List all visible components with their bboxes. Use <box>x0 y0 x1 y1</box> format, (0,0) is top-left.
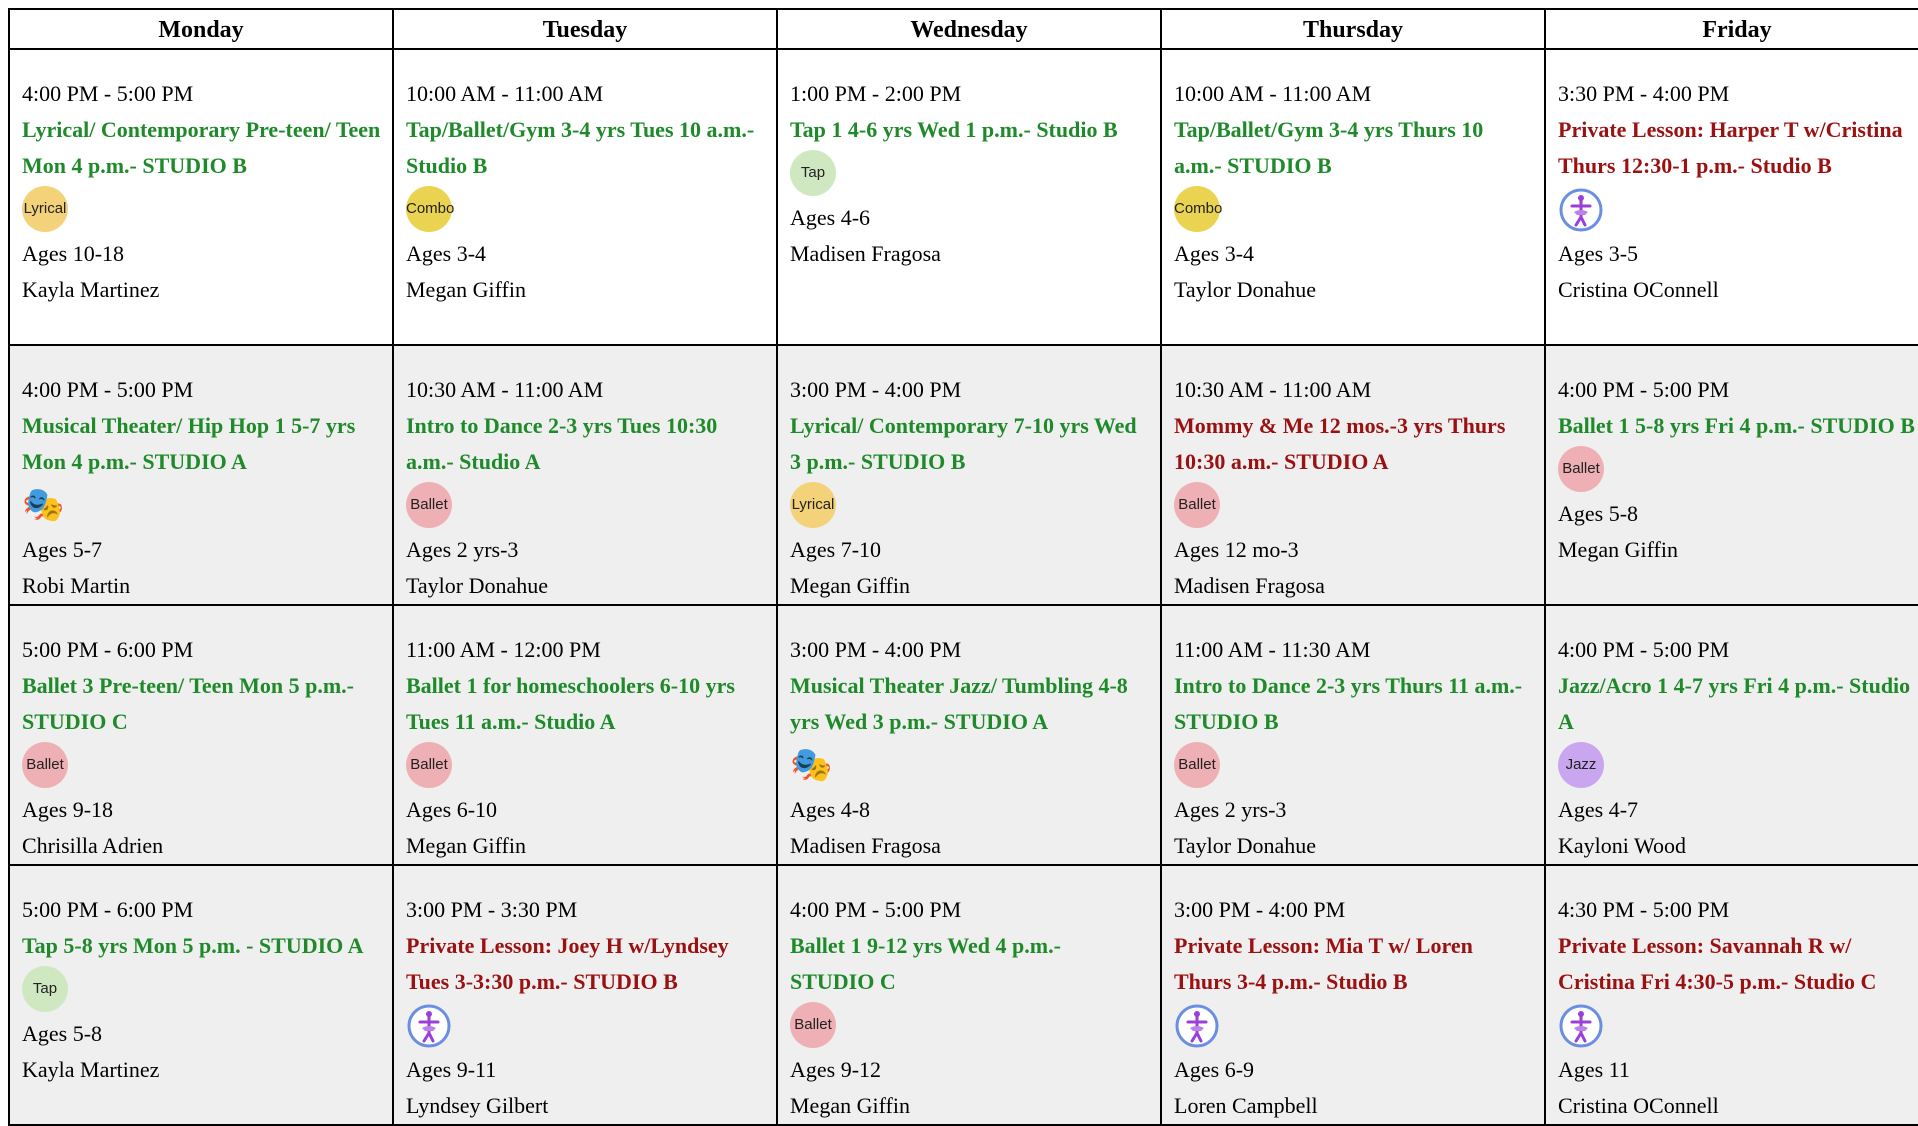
class-teacher: Megan Giffin <box>406 833 526 858</box>
class-time: 3:00 PM - 3:30 PM <box>406 897 578 922</box>
class-title[interactable]: Ballet 1 9-12 yrs Wed 4 p.m.- STUDIO C <box>790 933 1061 994</box>
style-badge: Combo <box>1174 186 1220 232</box>
class-teacher: Taylor Donahue <box>1174 277 1317 302</box>
style-badge: Tap <box>22 966 68 1012</box>
class-ages: Ages 5-7 <box>22 537 103 562</box>
class-ages: Ages 4-6 <box>790 205 871 230</box>
class-title[interactable]: Tap/Ballet/Gym 3-4 yrs Tues 10 a.m.- Studio B <box>406 117 755 178</box>
class-title[interactable]: Jazz/Acro 1 4-7 yrs Fri 4 p.m.- Studio A <box>1558 673 1911 734</box>
class-time: 11:00 AM - 12:00 PM <box>406 637 601 662</box>
class-cell[interactable] <box>778 50 1162 346</box>
class-ages: Ages 5-8 <box>1558 501 1639 526</box>
class-ages: Ages 9-11 <box>406 1057 497 1082</box>
class-cell[interactable] <box>778 346 1162 606</box>
class-time: 10:30 AM - 11:00 AM <box>406 377 604 402</box>
class-ages: Ages 11 <box>1558 1057 1630 1082</box>
day-header-wednesday: Wednesday <box>778 10 1162 50</box>
class-teacher: Madisen Fragosa <box>1174 573 1325 598</box>
theater-masks-icon: 🎭 <box>22 487 65 524</box>
class-teacher: Kayla Martinez <box>22 1057 160 1082</box>
style-badge: Ballet <box>1558 446 1604 492</box>
class-title[interactable]: Ballet 3 Pre-teen/ Teen Mon 5 p.m.- STUDIO C <box>22 673 354 734</box>
class-teacher: Megan Giffin <box>790 1093 910 1118</box>
style-badge: Lyrical <box>790 482 836 528</box>
class-teacher: Lyndsey Gilbert <box>406 1093 549 1118</box>
style-badge: Ballet <box>22 742 68 788</box>
class-cell[interactable] <box>778 866 1162 1126</box>
class-teacher: Megan Giffin <box>1558 537 1678 562</box>
class-title[interactable]: Musical Theater Jazz/ Tumbling 4-8 yrs Wed 3 p.m.- STUDIO A <box>790 673 1128 734</box>
class-title[interactable]: Tap/Ballet/Gym 3-4 yrs Thurs 10 a.m.- STUDIO B <box>1174 117 1484 178</box>
class-teacher: Loren Campbell <box>1174 1093 1318 1118</box>
class-ages: Ages 6-10 <box>406 797 498 822</box>
class-ages: Ages 4-8 <box>790 797 871 822</box>
class-title[interactable]: Mommy & Me 12 mos.-3 yrs Thurs 10:30 a.m.- STUDIO A <box>1174 413 1506 474</box>
class-time: 4:00 PM - 5:00 PM <box>22 377 194 402</box>
class-time: 1:00 PM - 2:00 PM <box>790 81 962 106</box>
class-title[interactable]: Ballet 1 for homeschoolers 6-10 yrs Tues 11 a.m.- Studio A <box>406 673 735 734</box>
ballerina-icon <box>1174 1003 1220 1049</box>
class-ages: Ages 5-8 <box>22 1021 103 1046</box>
class-time: 3:00 PM - 4:00 PM <box>1174 897 1346 922</box>
class-time: 3:00 PM - 4:00 PM <box>790 377 962 402</box>
style-badge: Lyrical <box>22 186 68 232</box>
class-ages: Ages 3-4 <box>1174 241 1255 266</box>
class-title[interactable]: Private Lesson: Joey H w/Lyndsey Tues 3-3:30 p.m.- STUDIO B <box>406 933 729 994</box>
class-title[interactable]: Musical Theater/ Hip Hop 1 5-7 yrs Mon 4 p.m.- STUDIO A <box>22 413 356 474</box>
style-badge: Ballet <box>790 1002 836 1048</box>
class-teacher: Cristina OConnell <box>1558 277 1719 302</box>
class-cell[interactable] <box>1546 346 1918 606</box>
class-time: 4:00 PM - 5:00 PM <box>22 81 194 106</box>
class-ages: Ages 7-10 <box>790 537 882 562</box>
class-title[interactable]: Private Lesson: Mia T w/ Loren Thurs 3-4 p.m.- Studio B <box>1174 933 1473 994</box>
class-teacher: Cristina OConnell <box>1558 1093 1719 1118</box>
class-cell[interactable] <box>394 606 778 866</box>
class-ages: Ages 2 yrs-3 <box>1174 797 1287 822</box>
day-header-monday: Monday <box>10 10 394 50</box>
style-badge: Ballet <box>1174 482 1220 528</box>
class-teacher: Madisen Fragosa <box>790 833 941 858</box>
class-cell[interactable] <box>1162 50 1546 346</box>
class-teacher: Kayla Martinez <box>22 277 160 302</box>
style-badge: Ballet <box>1174 742 1220 788</box>
class-teacher: Robi Martin <box>22 573 131 598</box>
class-title[interactable]: Tap 1 4-6 yrs Wed 1 p.m.- Studio B <box>790 117 1118 142</box>
class-cell[interactable] <box>10 866 394 1126</box>
class-cell[interactable] <box>394 346 778 606</box>
style-badge: Tap <box>790 150 836 196</box>
class-title[interactable]: Lyrical/ Contemporary 7-10 yrs Wed 3 p.m.- STUDIO B <box>790 413 1137 474</box>
class-time: 3:00 PM - 4:00 PM <box>790 637 962 662</box>
class-cell[interactable] <box>1546 50 1918 346</box>
day-header-friday: Friday <box>1546 10 1918 50</box>
style-badge: Ballet <box>406 742 452 788</box>
class-time: 4:00 PM - 5:00 PM <box>1558 377 1730 402</box>
class-title[interactable]: Tap 5-8 yrs Mon 5 p.m. - STUDIO A <box>22 933 364 958</box>
ballerina-icon <box>406 1003 452 1049</box>
class-cell[interactable] <box>1546 866 1918 1126</box>
class-ages: Ages 9-18 <box>22 797 114 822</box>
theater-masks-icon: 🎭 <box>790 747 833 784</box>
schedule-grid <box>8 8 1918 1126</box>
class-time: 10:30 AM - 11:00 AM <box>1174 377 1372 402</box>
class-time: 5:00 PM - 6:00 PM <box>22 637 194 662</box>
class-cell[interactable] <box>10 606 394 866</box>
class-cell[interactable] <box>394 866 778 1126</box>
class-title[interactable]: Ballet 1 5-8 yrs Fri 4 p.m.- STUDIO B <box>1558 413 1915 438</box>
class-title[interactable]: Private Lesson: Harper T w/Cristina Thurs 12:30-1 p.m.- Studio B <box>1558 117 1903 178</box>
class-ages: Ages 12 mo-3 <box>1174 537 1299 562</box>
class-cell[interactable] <box>1162 606 1546 866</box>
class-ages: Ages 2 yrs-3 <box>406 537 519 562</box>
class-teacher: Megan Giffin <box>406 277 526 302</box>
ballerina-icon <box>1558 1003 1604 1049</box>
class-time: 11:00 AM - 11:30 AM <box>1174 637 1371 662</box>
class-teacher: Megan Giffin <box>790 573 910 598</box>
class-teacher: Taylor Donahue <box>1174 833 1317 858</box>
class-title[interactable]: Lyrical/ Contemporary Pre-teen/ Teen Mon 4 p.m.- STUDIO B <box>22 117 381 178</box>
class-teacher: Chrisilla Adrien <box>22 833 164 858</box>
style-badge: Combo <box>406 186 452 232</box>
day-header-thursday: Thursday <box>1162 10 1546 50</box>
ballerina-icon <box>1558 187 1604 233</box>
class-title[interactable]: Intro to Dance 2-3 yrs Thurs 11 a.m.- STUDIO B <box>1174 673 1523 734</box>
class-cell[interactable] <box>394 50 778 346</box>
class-time: 5:00 PM - 6:00 PM <box>22 897 194 922</box>
class-time: 4:30 PM - 5:00 PM <box>1558 897 1730 922</box>
style-badge: Ballet <box>406 482 452 528</box>
class-cell[interactable] <box>778 606 1162 866</box>
class-ages: Ages 3-5 <box>1558 241 1639 266</box>
class-cell[interactable] <box>1546 606 1918 866</box>
class-time: 10:00 AM - 11:00 AM <box>406 81 604 106</box>
class-cell[interactable] <box>10 50 394 346</box>
class-title[interactable]: Intro to Dance 2-3 yrs Tues 10:30 a.m.- Studio A <box>406 413 718 474</box>
class-ages: Ages 9-12 <box>790 1057 882 1082</box>
class-cell[interactable] <box>1162 866 1546 1126</box>
class-ages: Ages 6-9 <box>1174 1057 1255 1082</box>
class-cell[interactable] <box>1162 346 1546 606</box>
class-ages: Ages 4-7 <box>1558 797 1639 822</box>
class-time: 3:30 PM - 4:00 PM <box>1558 81 1730 106</box>
class-time: 10:00 AM - 11:00 AM <box>1174 81 1372 106</box>
class-time: 4:00 PM - 5:00 PM <box>790 897 962 922</box>
class-title[interactable]: Private Lesson: Savannah R w/ Cristina Fri 4:30-5 p.m.- Studio C <box>1558 933 1877 994</box>
day-header-tuesday: Tuesday <box>394 10 778 50</box>
class-cell[interactable] <box>10 346 394 606</box>
class-teacher: Taylor Donahue <box>406 573 549 598</box>
class-teacher: Kayloni Wood <box>1558 833 1686 858</box>
class-ages: Ages 10-18 <box>22 241 125 266</box>
class-teacher: Madisen Fragosa <box>790 241 941 266</box>
class-time: 4:00 PM - 5:00 PM <box>1558 637 1730 662</box>
class-ages: Ages 3-4 <box>406 241 487 266</box>
style-badge: Jazz <box>1558 742 1604 788</box>
